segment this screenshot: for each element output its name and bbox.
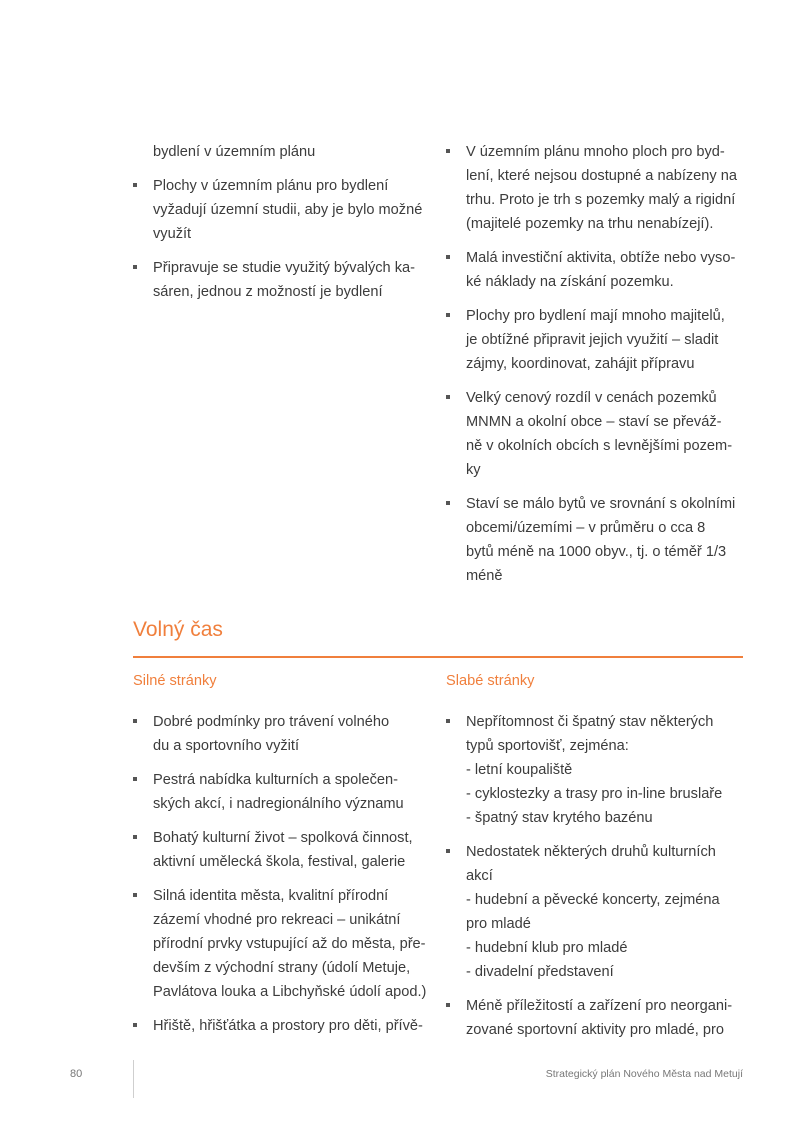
bullet-icon (133, 183, 137, 187)
list-item-text: Nepřítomnost či špatný stav některých typů sportovišť, zejména: - letní koupaliště - cyklostezky a trasy pro in-line bruslaře - špatný stav krytého bazénu (466, 714, 723, 826)
bullet-icon (446, 313, 450, 317)
section-title: Volný čas (133, 618, 223, 641)
top-right-list (446, 140, 746, 588)
bullet-icon (133, 719, 137, 723)
list-item (446, 304, 746, 376)
bullet-icon (133, 777, 137, 781)
list-item (446, 994, 746, 1042)
strengths-list (133, 710, 428, 1038)
list-item (133, 768, 428, 816)
list-item-text: Velký cenový rozdíl v cenách pozemků MNMN a okolní obce – staví se převáž- ně v okolních obcích s levnějšími pozem- ky (466, 390, 733, 478)
list-item (133, 710, 428, 758)
list-item (133, 174, 428, 246)
list-item (446, 246, 746, 294)
strengths-column (133, 710, 428, 1048)
bullet-icon (446, 395, 450, 399)
bullet-icon (446, 849, 450, 853)
list-item (446, 140, 746, 236)
list-item-text: Nedostatek některých druhů kulturních akcí - hudební a pěvecké koncerty, zejména pro mladé - hudební klub pro mladé - divadelní představení (466, 844, 720, 980)
list-item (133, 884, 428, 1004)
list-item-text: Plochy pro bydlení mají mnoho majitelů, je obtížné připravit jejich využití – sladit zájmy, koordinovat, zahájit přípravu (466, 308, 725, 372)
list-item-text: Hřiště, hřišťátka a prostory pro děti, přívě- (153, 1018, 423, 1034)
list-item-text: Dobré podmínky pro trávení volného du a sportovního vyžití (153, 714, 390, 754)
bullet-icon (446, 719, 450, 723)
list-item (446, 492, 746, 588)
bullet-icon (133, 1023, 137, 1027)
list-item-text: Staví se málo bytů ve srovnání s okolními obcemi/územími – v průměru o cca 8 bytů méně na 1000 obyv., tj. o téměř 1/3 méně (466, 496, 736, 584)
weaknesses-heading: Slabé stránky (446, 673, 535, 689)
strengths-heading: Silné stránky (133, 673, 217, 689)
bullet-icon (133, 835, 137, 839)
bullet-icon (446, 255, 450, 259)
bullet-icon (133, 265, 137, 269)
list-item-text: Plochy v územním plánu pro bydlení vyžadují územní studii, aby je bylo možné využít (153, 178, 423, 242)
bullet-icon (133, 893, 137, 897)
bullet-icon (446, 149, 450, 153)
list-item-text: Méně příležitostí a zařízení pro neorgani- zované sportovní aktivity pro mladé, pro (466, 998, 733, 1038)
top-left-column (133, 140, 428, 314)
list-item-text: V územním plánu mnoho ploch pro byd- lení, které nejsou dostupné a nabízeny na trhu. Proto je trh s pozemky malý a rigidní (majitelé pozemky na trhu nenabízejí). (466, 144, 737, 232)
list-item (446, 386, 746, 482)
top-right-column (446, 140, 746, 598)
list-item (133, 1014, 428, 1038)
list-item (133, 826, 428, 874)
page-number: 80 (70, 1068, 83, 1080)
list-item-text: Silná identita města, kvalitní přírodní zázemí vhodné pro rekreaci – unikátní přírodní prvky vstupující až do města, pře- devším z východní strany (údolí Metuje, Pavlátova louka a Libchyňské údolí apod.) (153, 888, 427, 1000)
top-left-list (133, 174, 428, 304)
list-item-text: Připravuje se studie využitý bývalých ka- sáren, jednou z možností je bydlení (153, 260, 415, 300)
weaknesses-column (446, 710, 746, 1052)
continued-text: bydlení v územním plánu (153, 144, 316, 160)
section-divider (133, 656, 743, 658)
footer-title: Strategický plán Nového Města nad Metují (545, 1068, 743, 1080)
footer-divider (133, 1060, 134, 1098)
list-item (446, 840, 746, 984)
list-item-text: Pestrá nabídka kulturních a společen- ských akcí, i nadregionálního významu (153, 772, 404, 812)
list-item-text: Malá investiční aktivita, obtíže nebo vyso- ké náklady na získání pozemku. (466, 250, 736, 290)
bullet-icon (446, 1003, 450, 1007)
weaknesses-list (446, 710, 746, 1042)
list-item (446, 710, 746, 830)
bullet-icon (446, 501, 450, 505)
list-item (133, 256, 428, 304)
list-item-text: Bohatý kulturní život – spolková činnost, aktivní umělecká škola, festival, galerie (153, 830, 413, 870)
